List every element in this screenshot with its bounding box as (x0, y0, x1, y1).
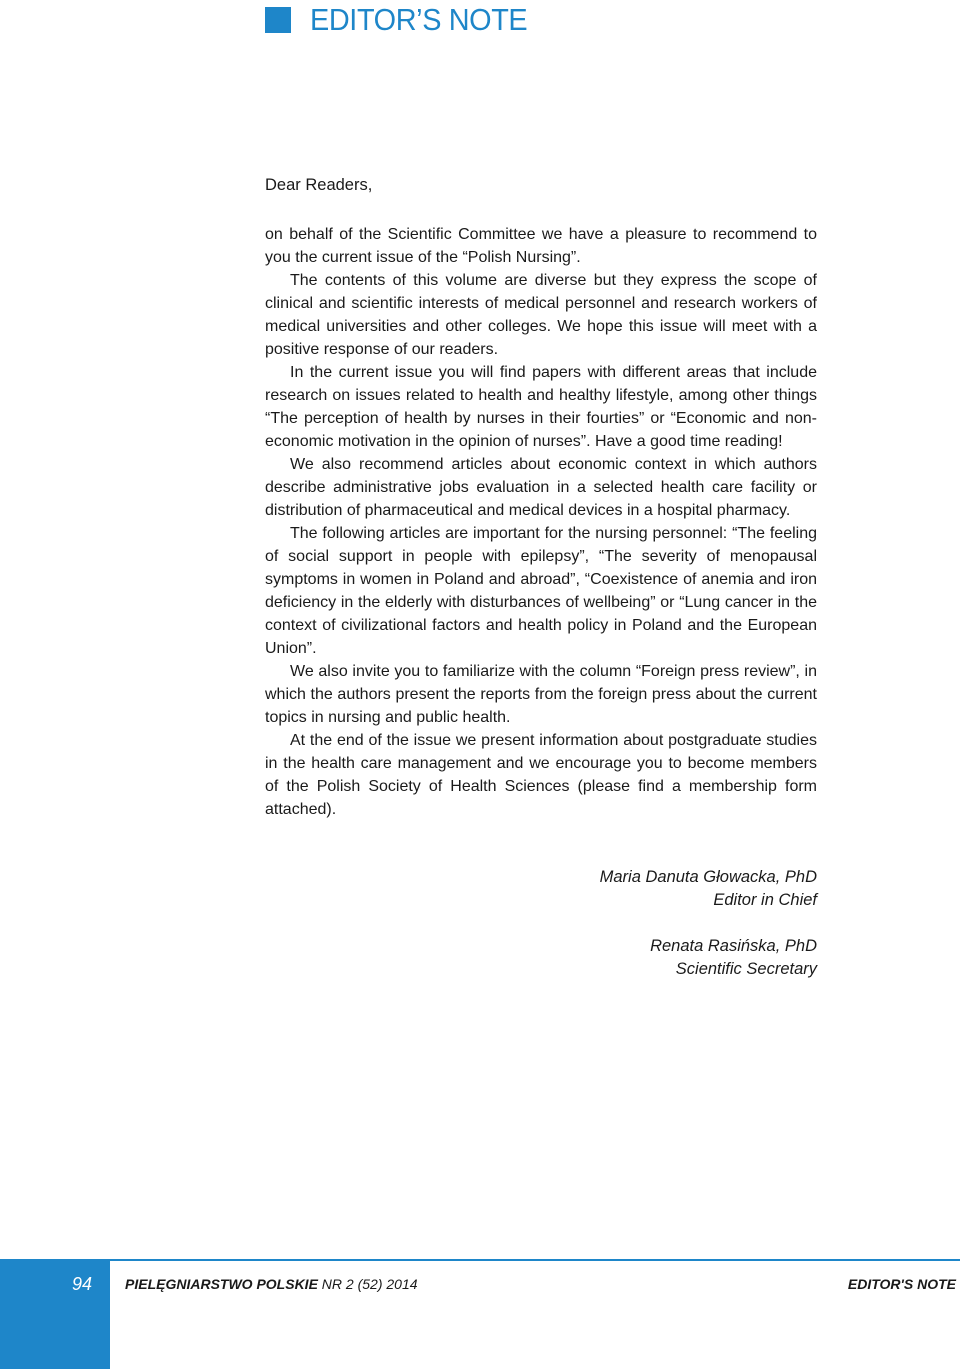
paragraph: We also recommend articles about economic context in which authors describe administrative jobs evaluation in a selected health care facility or distribution of pharmaceutical and medical devices in a hospital pharmacy. (265, 456, 817, 519)
page-header (265, 0, 544, 40)
signature-secretary (500, 935, 817, 981)
page-title: EDITOR’S NOTE (310, 2, 528, 37)
blue-square-icon (265, 7, 291, 33)
page-number-box (0, 1259, 110, 1369)
signatures (500, 866, 817, 1004)
signature-name: Renata Rasińska, PhD (650, 937, 817, 955)
paragraph: The following articles are important for the nursing personnel: “The feeling of social support in people with epilepsy”, “The severity of menopausal symptoms in women in Poland and abroad”, “Coexistence of anemia and iron deficiency in the elderly with disturbances of wellbeing” or “Lung cancer in the context of civilizational factors and health policy in Poland and the European Union”. (265, 525, 817, 657)
paragraph: on behalf of the Scientific Committee we have a pleasure to recommend to you the current issue of the “Polish Nursing”. (265, 226, 817, 266)
paragraph: At the end of the issue we present information about postgraduate studies in the health care management and we encourage you to become members of the Polish Society of Health Sciences (please find a membership form attached). (265, 732, 817, 818)
paragraph: The contents of this volume are diverse but they express the scope of clinical and scientific interests of medical personnel and research workers of medical universities and other colleges. We hope this issue will meet with a positive response of our readers. (265, 272, 817, 358)
section-label: EDITOR'S NOTE (847, 1276, 956, 1292)
salutation: Dear Readers, (265, 176, 373, 194)
signature-name: Maria Danuta Głowacka, PhD (599, 868, 817, 886)
journal-name: PIELĘGNIARSTWO POLSKIE (125, 1276, 318, 1292)
page-footer (0, 1259, 960, 1369)
signature-role: Editor in Chief (713, 891, 817, 909)
paragraph: In the current issue you will find papers with different areas that include research on issues related to health and healthy lifestyle, among other things “The perception of health by nurses in their fourties” or “Economic and non-economic motivation in the opinion of nurses”. Have a good time reading! (265, 364, 817, 450)
footer-divider (110, 1259, 960, 1261)
journal-citation (125, 1276, 418, 1292)
paragraph: We also invite you to familiarize with the column “Foreign press review”, in which the authors present the reports from the foreign press about the current topics in nursing and public health. (265, 663, 817, 726)
journal-issue: NR 2 (52) 2014 (321, 1276, 418, 1292)
letter-body (265, 223, 817, 821)
page-number: 94 (72, 1274, 93, 1294)
signature-editor (500, 866, 817, 912)
signature-role: Scientific Secretary (675, 960, 817, 978)
